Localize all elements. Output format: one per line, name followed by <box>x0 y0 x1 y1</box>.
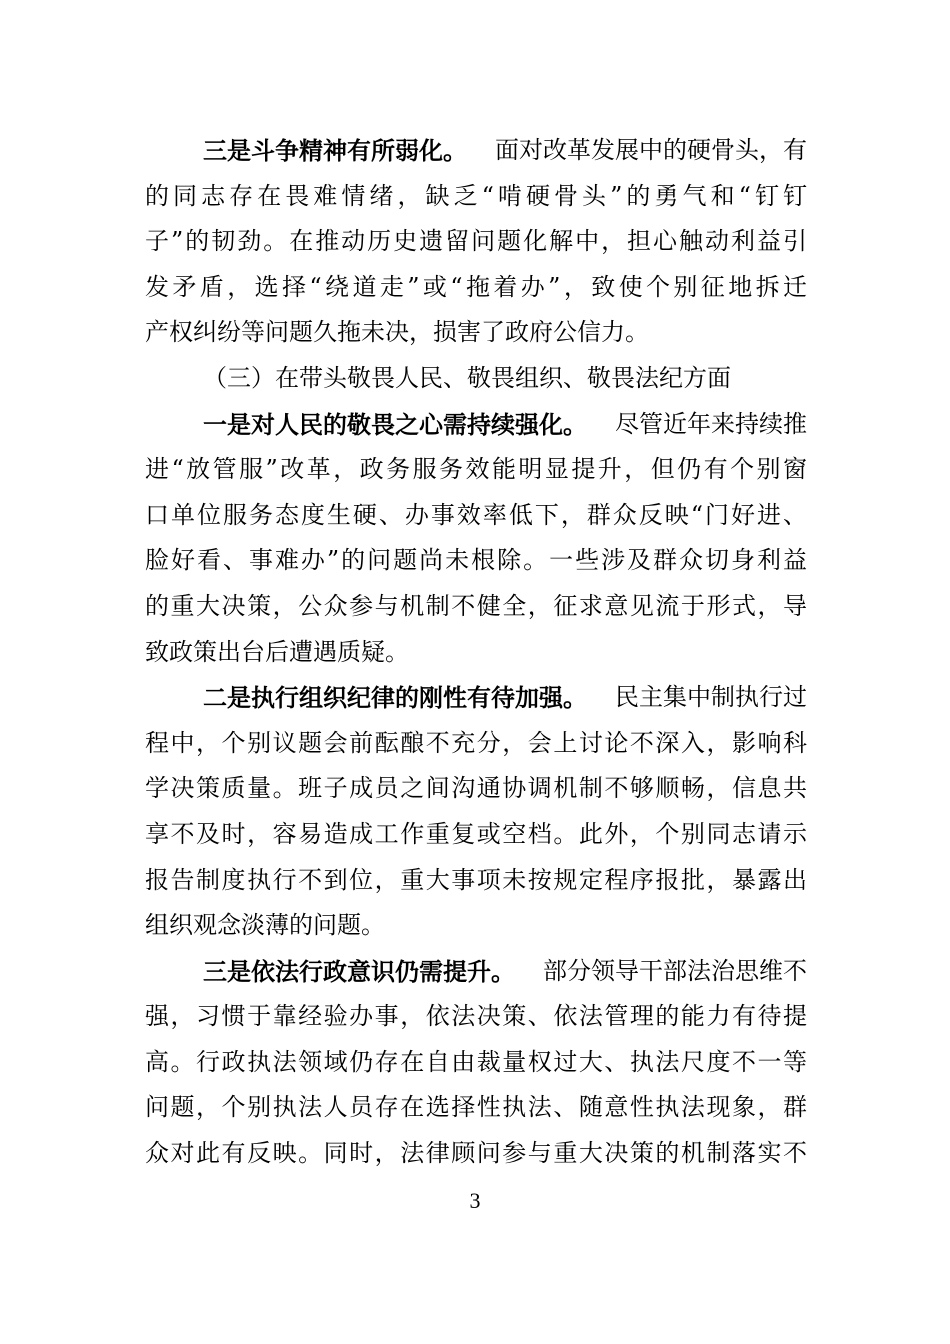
paragraph-lead: 一是对人民的敬畏之心需持续强化。 <box>203 409 587 439</box>
text-line: 发矛盾，选择“绕道走”或“拖着办”，致使个别征地拆迁 <box>145 272 807 301</box>
text-line: 的同志存在畏难情绪，缺乏“啃硬骨头”的勇气和“钉钉 <box>145 181 807 210</box>
text-line: 子”的韧劲。在推动历史遗留问题化解中，担心触动利益引 <box>145 227 807 256</box>
text-line: 程中，个别议题会前酝酿不充分，会上讨论不深入，影响科 <box>145 728 807 757</box>
text-line: 的重大决策，公众参与机制不健全，征求意见流于形式，导 <box>145 591 807 620</box>
text-line: 高。行政执法领域仍存在自由裁量权过大、执法尺度不一等 <box>145 1047 807 1076</box>
line-text: 部分领导干部法治思维不 <box>543 956 807 985</box>
text-line <box>145 128 807 174</box>
paragraph-lead: 二是执行组织纪律的刚性有待加强。 <box>203 683 587 713</box>
text-line <box>145 675 807 721</box>
text-line: 强，习惯于靠经验办事，依法决策、依法管理的能力有待提 <box>145 1002 807 1031</box>
text-line: 脸好看、事难办”的问题尚未根除。一些涉及群众切身利益 <box>145 546 807 575</box>
line-text: 民主集中制执行过 <box>615 683 807 712</box>
paragraph-lead: 三是依法行政意识仍需提升。 <box>203 956 515 986</box>
text-line <box>145 402 807 448</box>
heading-text: （三）在带头敬畏人民、敬畏组织、敬畏法纪方面 <box>203 363 731 392</box>
text-line: 享不及时，容易造成工作重复或空档。此外，个别同志请示 <box>145 819 807 848</box>
paragraph-lead: 三是斗争精神有所弱化。 <box>203 136 467 165</box>
document-body <box>145 128 807 1177</box>
page-number: 3 <box>469 1188 481 1213</box>
text-line: 报告制度执行不到位，重大事项未按规定程序报批，暴露出 <box>145 865 807 894</box>
text-line: 进“放管服”改革，政务服务效能明显提升，但仍有个别窗 <box>145 455 807 484</box>
paragraph <box>145 402 807 676</box>
text-line: 致政策出台后遭遇质疑。 <box>145 637 409 666</box>
text-line <box>145 949 807 995</box>
text-line: 众对此有反映。同时，法律顾问参与重大决策的机制落实不 <box>145 1139 807 1168</box>
paragraph <box>145 949 807 1177</box>
text-line: 产权纠纷等问题久拖未决，损害了政府公信力。 <box>145 318 649 347</box>
line-text: 尽管近年来持续推 <box>615 409 807 438</box>
section-heading <box>145 356 807 402</box>
paragraph <box>145 128 807 356</box>
line-text: 面对改革发展中的硬骨头，有 <box>495 136 807 164</box>
paragraph <box>145 675 807 949</box>
text-line: 学决策质量。班子成员之间沟通协调机制不够顺畅，信息共 <box>145 774 807 803</box>
text-line: 问题，个别执法人员存在选择性执法、随意性执法现象，群 <box>145 1093 807 1122</box>
text-line: 组织观念淡薄的问题。 <box>145 911 385 940</box>
text-line: 口单位服务态度生硬、办事效率低下，群众反映“门好进、 <box>145 500 807 529</box>
